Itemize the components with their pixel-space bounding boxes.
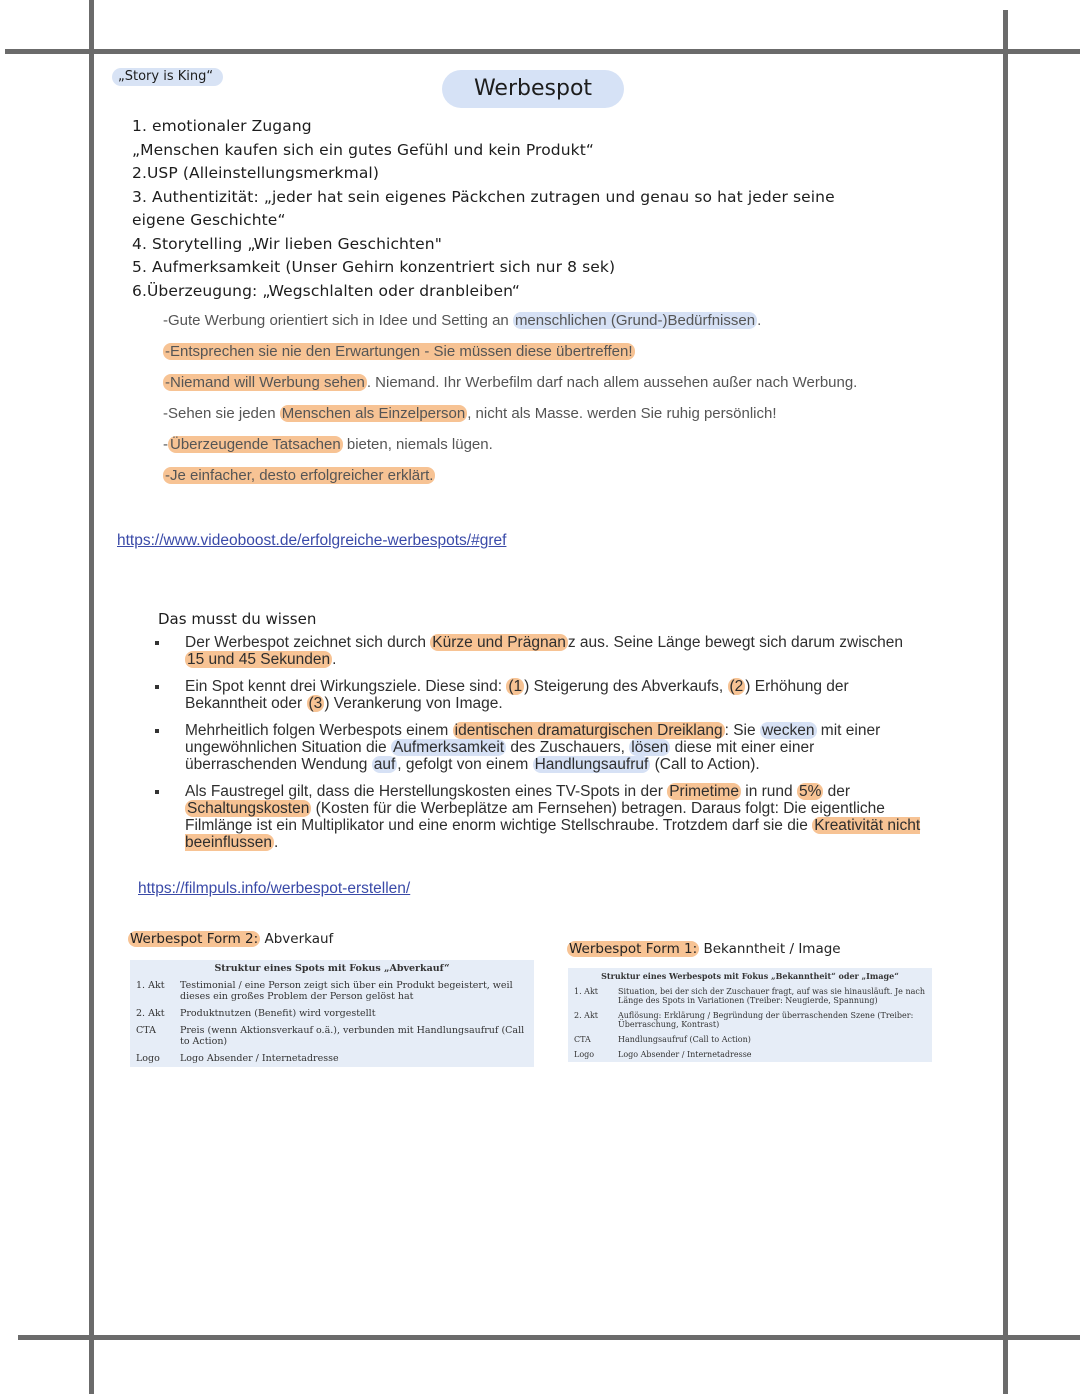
- tip: -Gute Werbung orientiert sich in Idee und Setting an menschlichen (Grund-)Bedürfnissen .: [163, 312, 762, 329]
- highlight: menschlichen (Grund-)Bedürfnissen: [514, 312, 756, 329]
- videoboost-link[interactable]: https://www.videoboost.de/erfolgreiche-werbespots/#gref: [117, 532, 507, 549]
- table-row: 1. Akt Testimonial / eine Person zeigt sich über ein Produkt begeistert, weil dieses ein großes Problem der Person gelöst hat: [136, 980, 513, 1002]
- key-points-list: [132, 115, 892, 303]
- highlight: -Je einfacher, desto erfolgreicher erklärt.: [165, 467, 434, 484]
- frame-line-right: [1003, 10, 1008, 1394]
- list-item: 2.USP (Alleinstellungsmerkmal): [132, 164, 379, 182]
- table-header: Struktur eines Werbespots mit Fokus „Bekanntheit“ oder „Image“: [601, 971, 899, 981]
- form2-label: Werbespot Form 2: Abverkauf: [130, 931, 334, 947]
- highlight: -Entsprechen sie nie den Erwartungen - Sie müssen diese übertreffen!: [165, 343, 633, 360]
- list-item: 1. emotionaler Zugang: [132, 117, 312, 135]
- table-row: CTA Handlungsaufruf (Call to Action): [574, 1035, 751, 1044]
- table-row: 2. Akt Auflösung: Erklärung / Begründung der überraschenden Szene (Treiber: Überraschung, Kontrast): [574, 1011, 914, 1029]
- facts-list: [155, 634, 925, 861]
- list-item: 3. Authentizität: „jeder hat sein eigenes Päckchen zutragen und genau so hat jeder seine: [132, 187, 835, 206]
- table-row: Logo Logo Absender / Internetadresse: [574, 1050, 752, 1059]
- section-title: Das musst du wissen: [158, 610, 317, 628]
- table-row: Logo Logo Absender / Internetadresse: [136, 1053, 339, 1064]
- table-row: 1. Akt Situation, bei der sich der Zuschauer fragt, auf was sie hinausläuft. Je nach Länge des Spots in Variationen (Treiber: Neugierde, Spannung): [574, 987, 925, 1005]
- list-item: Als Faustregel gilt, dass die Herstellungskosten eines TV-Spots in der Primetime in rund 5% der Schaltungskosten (Kosten für die Werbeplätze am Fernsehen) betragen. Daraus folgt: Die eigentliche Filmlänge ist ein Multiplikator und eine enorm wichtige Stellschraube. Trotzdem darf sie die Kreativität nicht beeinflussen .: [155, 783, 925, 851]
- list-item: 6.Überzeugung: „Wegschlalten oder dranbleiben“: [132, 281, 521, 300]
- list-item: 4. Storytelling „Wir lieben Geschichten": [132, 234, 442, 253]
- frame-line-bottom: [18, 1335, 1080, 1340]
- filmpuls-link[interactable]: https://filmpuls.info/werbespot-erstellen/: [138, 880, 411, 897]
- form1-label: Werbespot Form 1: Bekanntheit / Image: [569, 941, 841, 957]
- list-item: Ein Spot kennt drei Wirkungsziele. Diese sind: (1 ) Steigerung des Abverkaufs, (2 ) Erhöhung der Bekanntheit oder (3 ) Verankerung von Image.: [155, 678, 925, 712]
- tip: [163, 467, 883, 484]
- table-row: CTA Preis (wenn Aktionsverkauf o.ä.), verbunden mit Handlungsaufruf (Call to Action): [136, 1025, 525, 1047]
- frame-line-top: [5, 49, 1080, 54]
- tips-section: [163, 312, 883, 498]
- page-title: Werbespot: [442, 70, 624, 108]
- list-item: 5. Aufmerksamkeit (Unser Gehirn konzentriert sich nur 8 sek): [132, 258, 616, 276]
- highlight: Menschen als Einzelperson: [281, 405, 466, 422]
- table-header: Struktur eines Spots mit Fokus „Abverkauf“: [214, 963, 450, 974]
- frame-line-left: [89, 0, 94, 1394]
- list-item: Mehrheitlich folgen Werbespots einem identischen dramaturgischen Dreiklang : Sie wecken mit einer ungewöhnlichen Situation die Aufmerksamkeit des Zuschauers, lösen diese mit einer einer überraschenden Wendung auf , gefolgt von einem Handlungsaufruf (Call to Action).: [155, 722, 925, 773]
- tip: [163, 343, 883, 360]
- highlight: -Niemand will Werbung sehen: [165, 374, 365, 391]
- tip: -Sehen sie jeden Menschen als Einzelperson , nicht als Masse. werden Sie ruhig persönlich!: [163, 405, 777, 422]
- list-item: eigene Geschichte“: [132, 211, 286, 229]
- tip: - Überzeugende Tatsachen bieten, niemals lügen.: [163, 436, 493, 453]
- tip: -Niemand will Werbung sehen . Niemand. Ihr Werbefilm darf nach allem aussehen außer nach Werbung.: [165, 374, 858, 391]
- form2-table: [130, 960, 534, 1067]
- table-row: 2. Akt Produktnutzen (Benefit) wird vorgestellt: [136, 1008, 376, 1019]
- form1-table: [568, 968, 932, 1062]
- list-item: „Menschen kaufen sich ein gutes Gefühl und kein Produkt“: [132, 140, 595, 159]
- list-item: Der Werbespot zeichnet sich durch Kürze und Prägnan z aus. Seine Länge bewegt sich darum zwischen 15 und 45 Sekunden .: [155, 634, 925, 668]
- highlight: Überzeugende Tatsachen: [170, 436, 341, 453]
- story-tag: „Story is King“: [112, 68, 223, 86]
